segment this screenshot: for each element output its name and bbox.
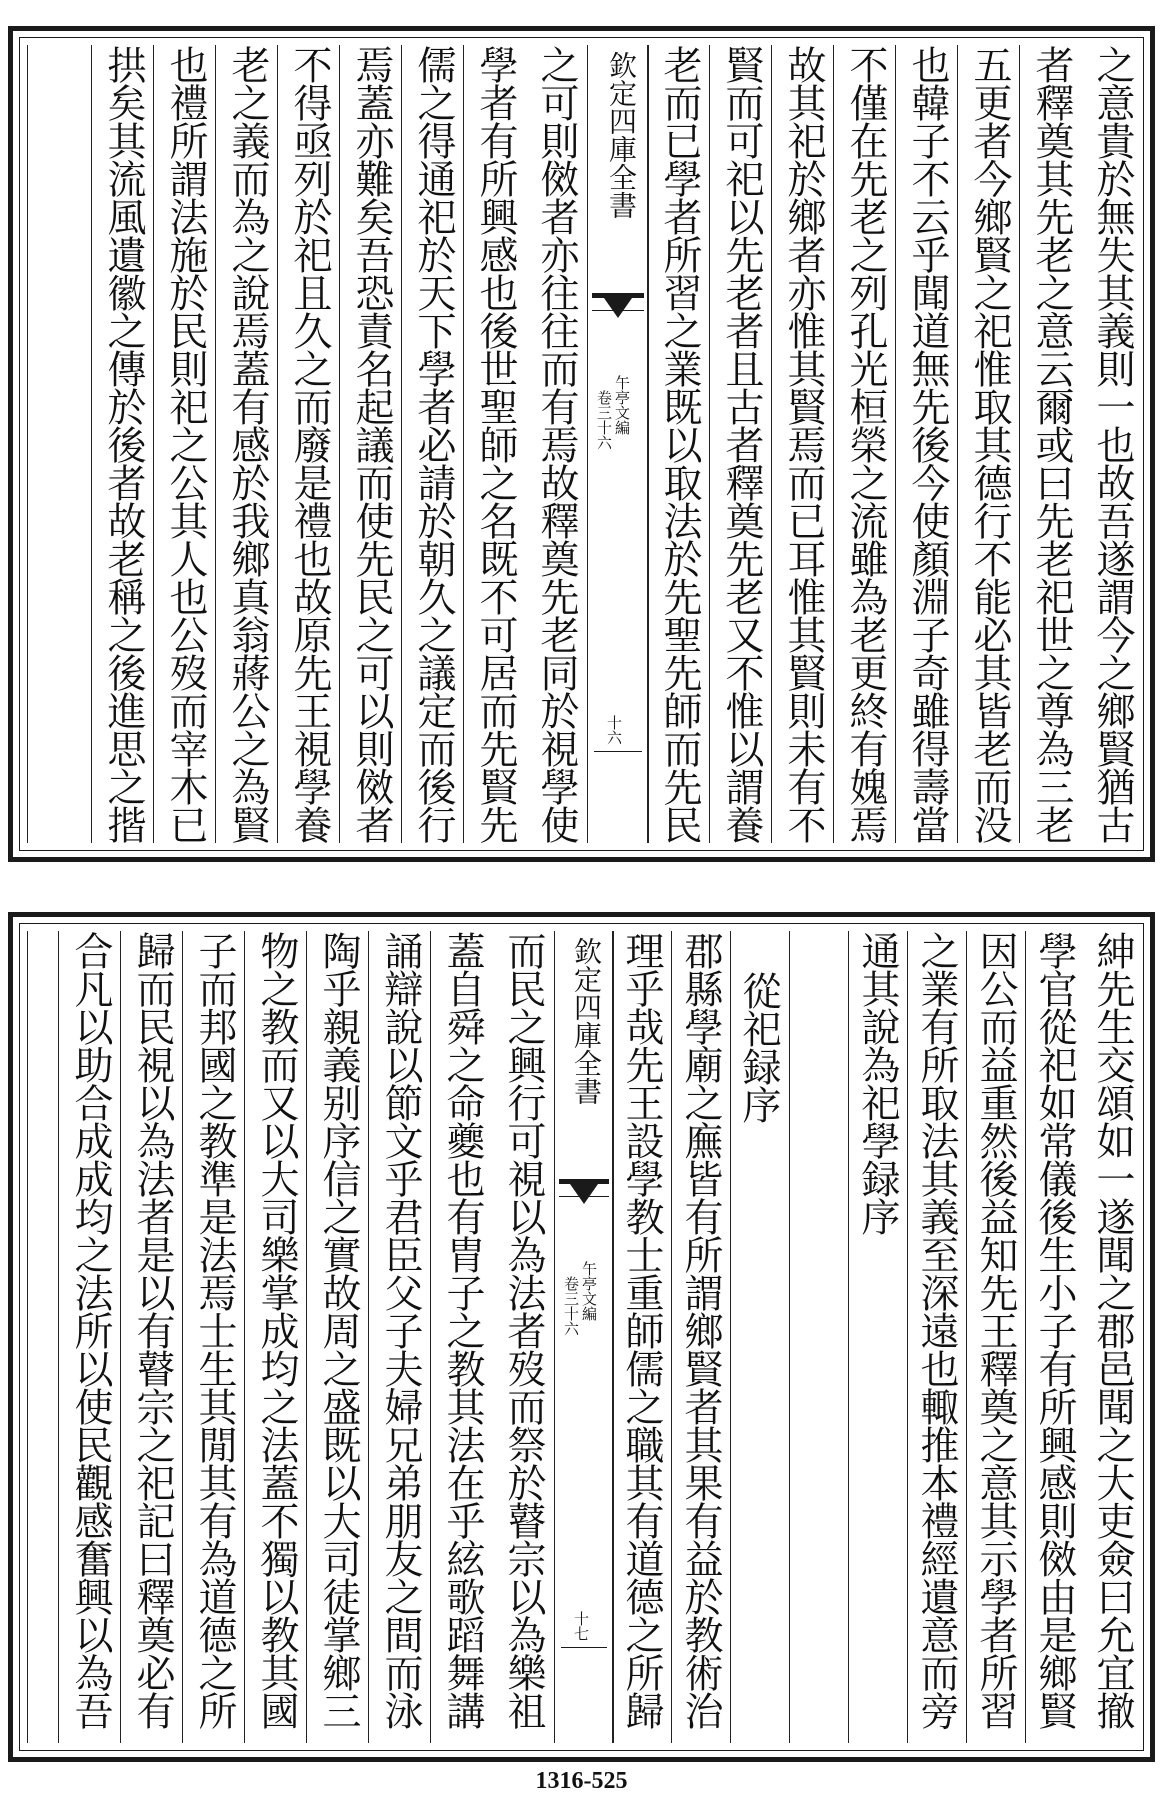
center-work-title: 午亭文編 [613, 375, 631, 435]
center-page-rule [594, 751, 642, 752]
center-work-title: 午亭文編 [580, 1261, 598, 1321]
text-column: 通其說為祀學録序 [848, 931, 908, 1743]
text-column: 誦辯說以節文乎君臣父子夫婦兄弟朋友之間而泳 [368, 931, 431, 1743]
center-title: 欽定四庫全書 [605, 51, 638, 219]
text-column: 也韓子不云乎聞道無先後今使顏淵子奇雖得壽當 [895, 45, 958, 843]
text-column: 老而已學者所習之業既以取法於先聖先師而先民 [647, 45, 710, 843]
text-column: 之業有所取法其義至深遠也輙推本禮經遺意而旁 [907, 931, 967, 1743]
fishtail-mark [592, 293, 644, 336]
text-column: 故其祀於鄉者亦惟其賢焉而已耳惟其賢則未有不 [771, 45, 834, 843]
top-page [8, 26, 1155, 862]
text-column: 而民之興行可視以為法者歿而祭於瞽宗以為樂祖 [501, 931, 546, 1729]
section-heading: 從祀録序 [730, 931, 789, 1743]
text-column: 焉蓋亦難矣吾恐責名起議而使先民之可以則傚者 [339, 45, 402, 843]
text-column: 儒之得通祀於天下學者必請於朝久之議定而後行 [401, 45, 464, 843]
text-column: 因公而益重然後益知先王釋奠之意其示學者所習 [966, 931, 1026, 1743]
page-number-footer: 1316-525 [535, 1768, 628, 1794]
text-column [789, 931, 849, 1743]
text-column: 之意貴於無失其義則一也故吾遂謂今之鄉賢猶古 [1090, 45, 1135, 843]
text-column [27, 45, 92, 843]
text-column: 不僅在先老之列孔光桓榮之流雖為老更終有媿焉 [833, 45, 896, 843]
center-volume: 卷三十六 [562, 1276, 580, 1336]
bottom-page [8, 912, 1155, 1762]
text-column [27, 931, 59, 1743]
text-column: 之可則傚者亦往往而有焉故釋奠先老同於視學使 [534, 45, 579, 843]
text-column: 老之義而為之說焉蓋有感於我鄉真翁蔣公之為賢 [215, 45, 278, 843]
text-column: 學官從祀如常儀後生小子有所興感則傚由是鄉賢 [1025, 931, 1085, 1743]
text-column: 不得亟列於祀且久之而廢是禮也故原先王視學養 [277, 45, 340, 843]
text-column: 賢而可祀以先老者且古者釋奠先老又不惟以謂養 [709, 45, 772, 843]
text-column: 拱矣其流風遺徽之傳於後者故老稱之後進思之揩 [91, 45, 154, 843]
center-margin [587, 45, 649, 843]
text-column: 紳先生交頌如一遂聞之郡邑聞之大吏僉曰允宜撤 [1090, 931, 1135, 1729]
text-column: 合凡以助合成成均之法所以使民觀感奮興以為吾 [58, 931, 121, 1743]
text-column: 也禮所謂法施於民則祀之公其人也公歿而宰木已 [153, 45, 216, 843]
text-column: 子而邦國之教準是法焉士生其閒其有為道德之所 [182, 931, 245, 1743]
center-title: 欽定四庫全書 [570, 937, 603, 1105]
text-column: 五更者今鄉賢之祀惟取其德行不能必其皆老而没 [957, 45, 1020, 843]
text-column: 陶乎親義别序信之實故周之盛既以大司徒掌鄉三 [306, 931, 369, 1743]
text-column: 歸而民視以為法者是以有瞽宗之祀記曰釋奠必有 [120, 931, 183, 1743]
center-volume: 卷三十六 [595, 390, 613, 450]
text-column: 理乎哉先王設學教士重師儒之職其有道德之所歸 [612, 931, 672, 1743]
center-page-number: 十七 [572, 1611, 590, 1641]
text-column: 學者有所興感也後世聖師之名既不可居而先賢先 [463, 45, 526, 843]
center-page-rule [561, 1647, 607, 1648]
center-page-number: 十六 [605, 715, 623, 745]
fishtail-mark [559, 1179, 609, 1222]
center-margin [554, 931, 614, 1743]
text-column: 郡縣學廟之廡皆有所謂鄉賢者其果有益於教術治 [671, 931, 731, 1743]
text-column: 蓋自舜之命夔也有胄子之教其法在乎絃歌蹈舞講 [430, 931, 493, 1743]
text-column: 者釋奠其先老之意云爾或曰先老祀世之尊為三老 [1019, 45, 1082, 843]
text-column: 物之教而又以大司樂掌成均之法蓋不獨以教其國 [244, 931, 307, 1743]
